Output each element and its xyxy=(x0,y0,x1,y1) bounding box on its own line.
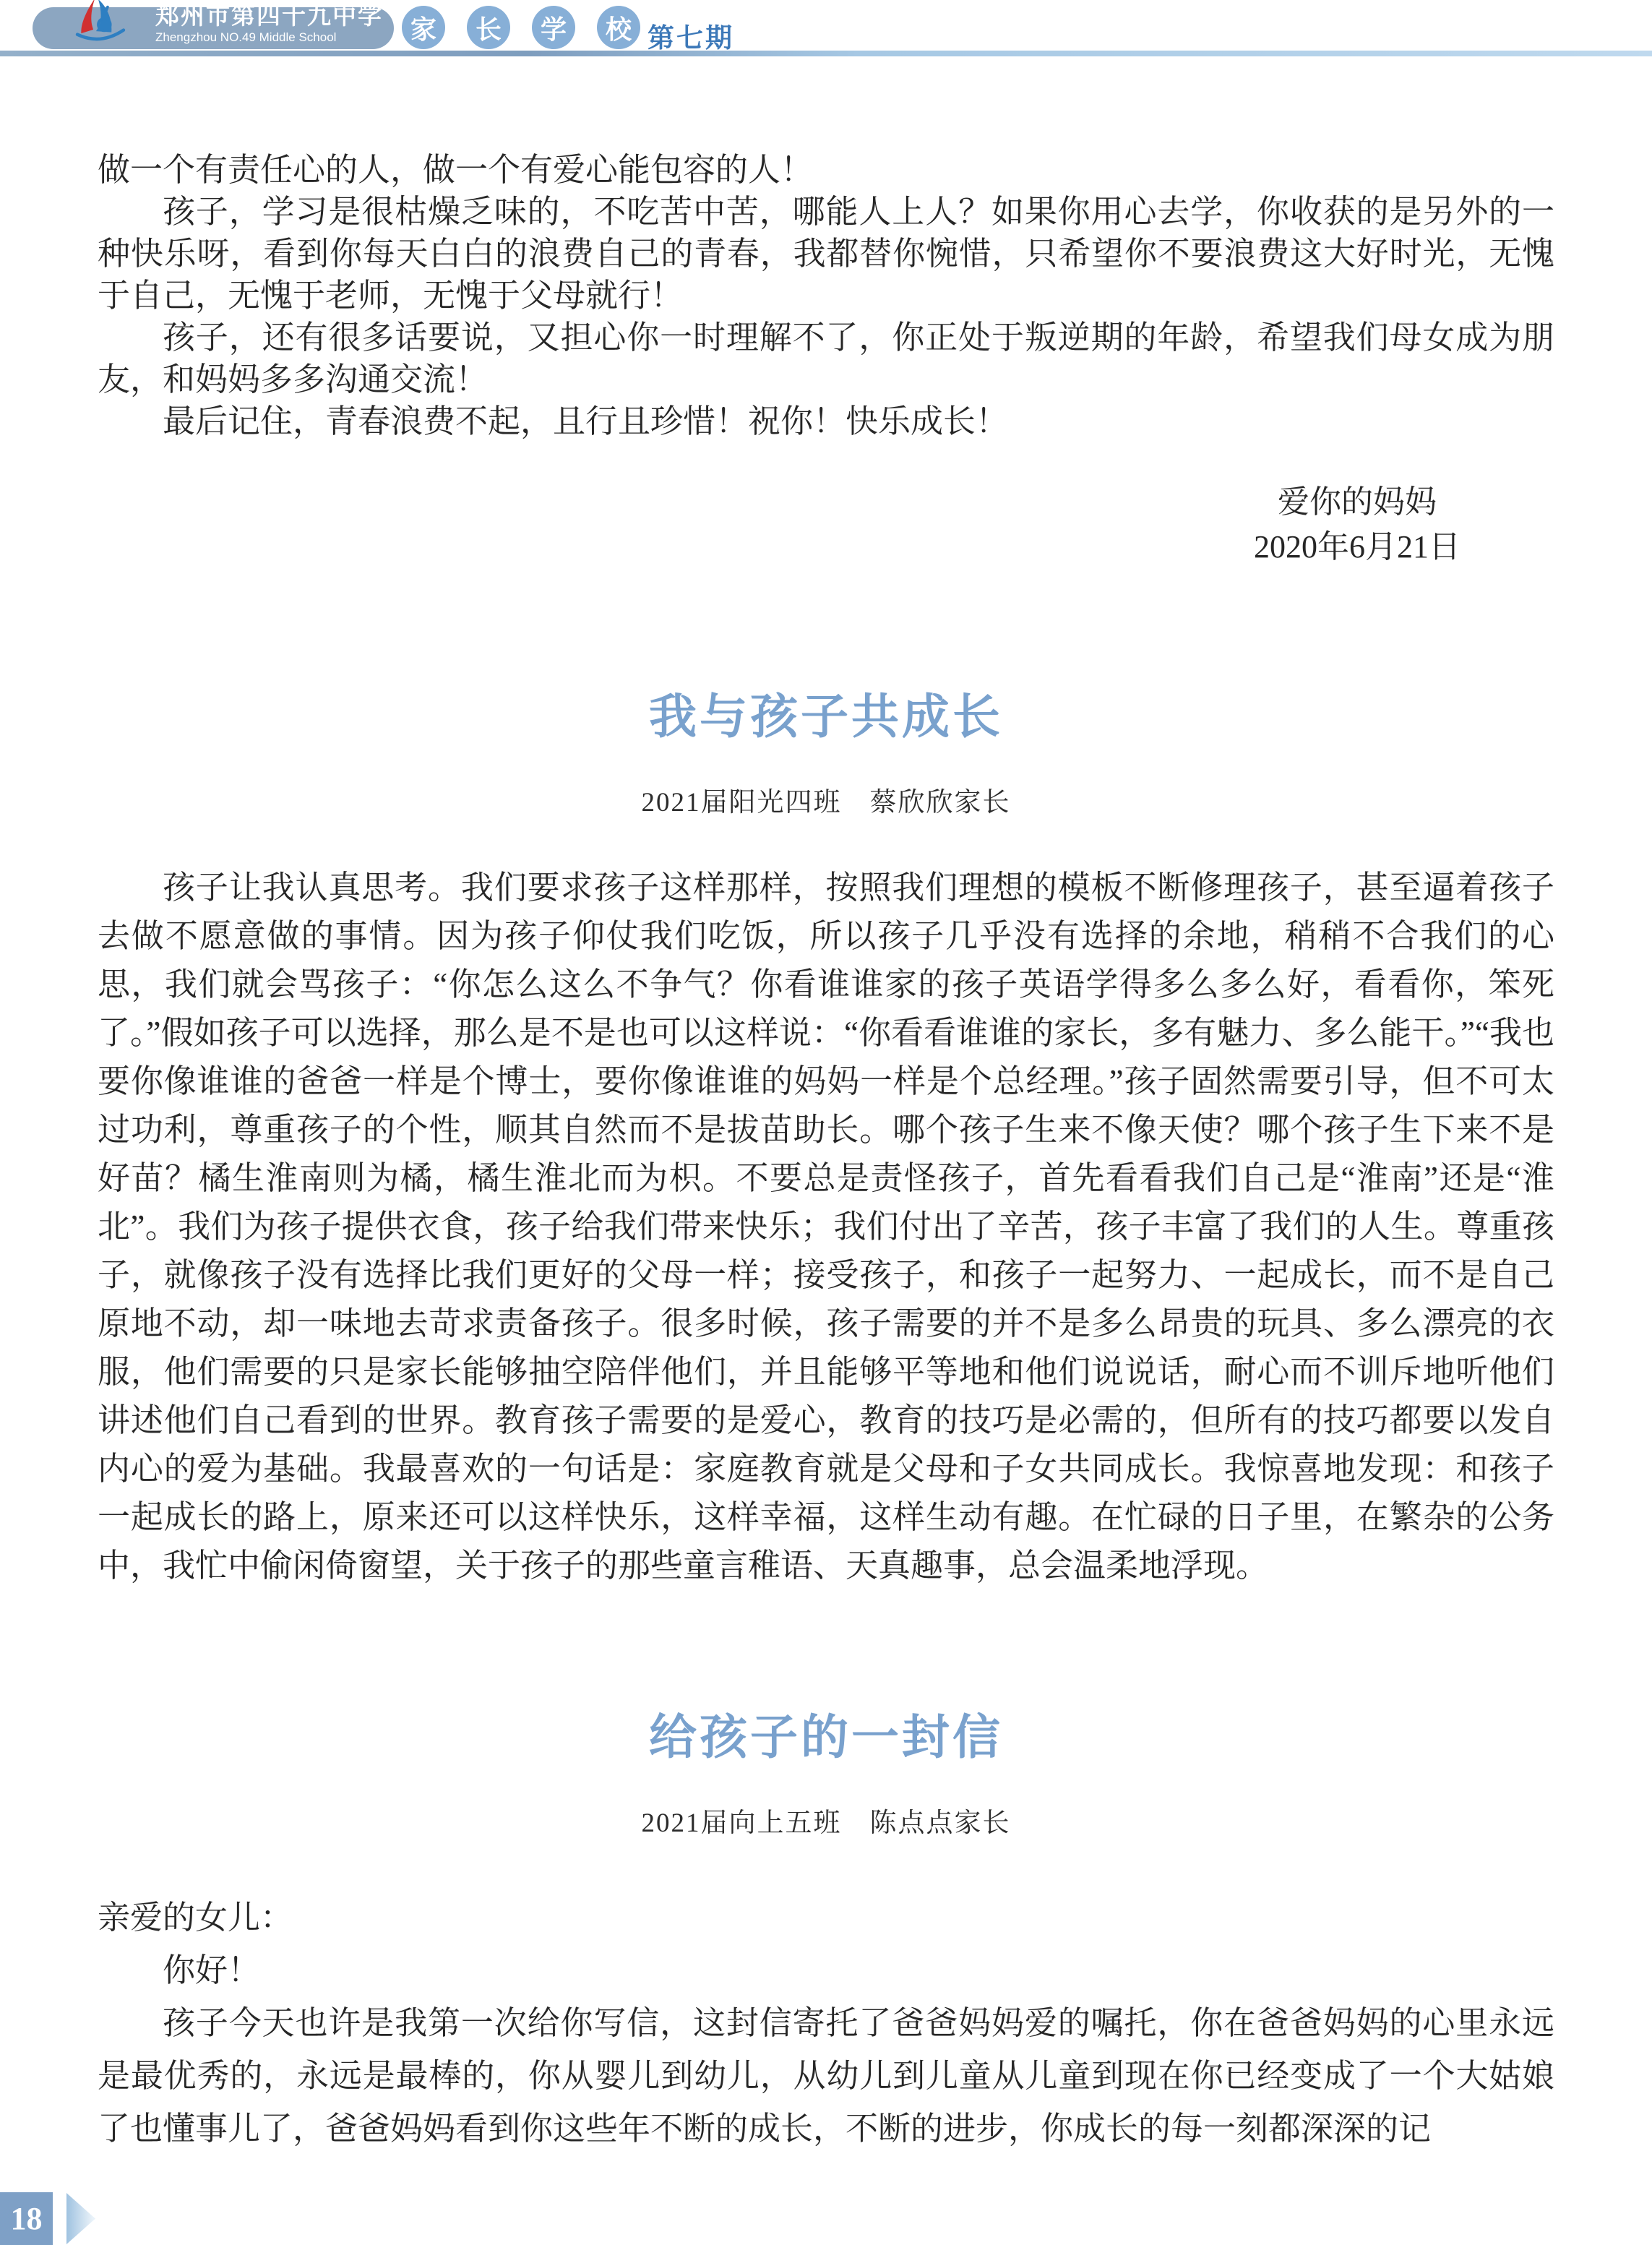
column-badge-jia: 家 xyxy=(402,6,445,49)
letter-1-date: 2020年6月21日 xyxy=(1254,529,1460,565)
article-2-body xyxy=(98,1892,1554,2155)
column-badge-xue: 学 xyxy=(532,6,575,49)
page-arrow-icon xyxy=(66,2193,95,2244)
article-1-body xyxy=(98,864,1554,1590)
school-sailboat-logo-icon xyxy=(69,0,132,52)
page-content xyxy=(0,149,1652,2155)
letter-1-body xyxy=(98,149,1554,442)
article-2-byline: 2021届向上五班 陈点点家长 xyxy=(641,1808,1011,1838)
letter-2-paragraph: 孩子今天也许是我第一次给你写信，这封信寄托了爸爸妈妈爱的嘱托，你在爸爸妈妈的心里永远是最优秀的，永远是最棒的，你从婴儿到幼儿，从幼儿到儿童从儿童到现在你已经变成了一个大姑娘了也懂事儿了，爸爸妈妈看到你这些年不断的成长，不断的进步，你成长的每一刻都深深的记 xyxy=(98,2005,1554,2147)
school-name-cn: 郑州市第四十九中学 xyxy=(155,4,383,30)
article-2-title: 给孩子的一封信 xyxy=(649,1712,1003,1764)
column-badge-xiao: 校 xyxy=(597,6,640,49)
issue-label: 第七期 xyxy=(648,24,734,53)
column-badge-zhang: 长 xyxy=(467,6,510,49)
letter-1-paragraph: 孩子，学习是很枯燥乏味的，不吃苦中苦，哪能人上人？如果你用心去学，你收获的是另外的一种快乐呀，看到你每天白白的浪费自己的青春，我都替你惋惜，只希望你不要浪费这大好时光，无愧于自己，无愧于老师，无愧于父母就行！ xyxy=(98,194,1554,314)
article-1-paragraph: 孩子让我认真思考。我们要求孩子这样那样，按照我们理想的模板不断修理孩子，甚至逼着孩子去做不愿意做的事情。因为孩子仰仗我们吃饭，所以孩子几乎没有选择的余地，稍稍不合我们的心思，我们就会骂孩子：“你怎么这么不争气？你看谁谁家的孩子英语学得多么多么好，看看你，笨死了。”假如孩子可以选择，那么是不是也可以这样说：“你看看谁谁的家长，多有魅力、多么能干。”“我也要你像谁谁的爸爸一样是个博士，要你像谁谁的妈妈一样是个总经理。”孩子固然需要引导，但不可太过功利，尊重孩子的个性，顺其自然而不是拔苗助长。哪个孩子生来不像天使？哪个孩子生下来不是好苗？橘生淮南则为橘，橘生淮北而为枳。不要总是责怪孩子，首先看看我们自己是“淮南”还是“淮北”。我们为孩子提供衣食，孩子给我们带来快乐；我们付出了辛苦，孩子丰富了我们的人生。尊重孩子，就像孩子没有选择比我们更好的父母一样；接受孩子，和孩子一起努力、一起成长，而不是自己原地不动，却一味地去苛求责备孩子。很多时候，孩子需要的并不是多么昂贵的玩具、多么漂亮的衣服，他们需要的只是家长能够抽空陪伴他们，并且能够平等地和他们说说话，耐心而不训斥地听他们讲述他们自己看到的世界。教育孩子需要的是爱心，教育的技巧是必需的，但所有的技巧都要以发自内心的爱为基础。我最喜欢的一句话是：家庭教育就是父母和子女共同成长。我惊喜地发现：和孩子一起成长的路上，原来还可以这样快乐，这样幸福，这样生动有趣。在忙碌的日子里，在繁杂的公务中，我忙中偷闲倚窗望，关于孩子的那些童言稚语、天真趣事，总会温柔地浮现。 xyxy=(98,870,1554,1584)
letter-1-paragraph: 做一个有责任心的人，做一个有爱心能包容的人！ xyxy=(98,152,814,188)
page-number-badge: 18 xyxy=(0,2192,53,2245)
column-title-badges xyxy=(402,6,640,49)
article-1-title: 我与孩子共成长 xyxy=(649,691,1003,744)
page-header xyxy=(0,0,1652,56)
letter-2-greeting: 你好！ xyxy=(163,1952,261,1988)
letter-1-paragraph: 最后记住，青春浪费不起，且行且珍惜！祝你！快乐成长！ xyxy=(163,403,1009,439)
article-1-byline: 2021届阳光四班 蔡欣欣家长 xyxy=(641,788,1011,817)
school-name-en: Zhengzhou NO.49 Middle School xyxy=(155,30,337,44)
letter-1-paragraph: 孩子，还有很多话要说，又担心你一时理解不了，你正处于叛逆期的年龄，希望我们母女成为朋友，和妈妈多多沟通交流！ xyxy=(98,319,1554,398)
header-divider-rule xyxy=(0,51,1652,56)
letter-1-signature: 爱你的妈妈 xyxy=(1278,484,1437,520)
school-name xyxy=(155,4,383,43)
letter-2-salutation: 亲爱的女儿： xyxy=(98,1900,293,1936)
letter-1-signature-area xyxy=(98,480,1554,570)
letter-1-signature-block xyxy=(1254,480,1460,570)
